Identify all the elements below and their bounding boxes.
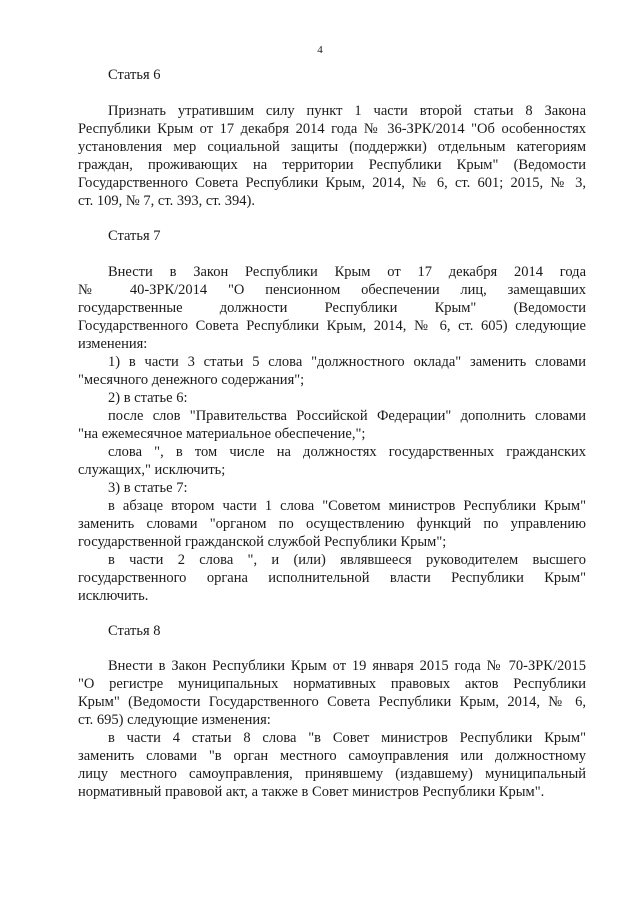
article-6-line: граждан, проживающих на территории Республики Крым" (Ведомости [78, 157, 586, 173]
article-7-line: в части 2 слова ", и (или) являвшееся руководителем высшего [108, 552, 586, 568]
article-7-line: Внести в Закон Республики Крым от 17 декабря 2014 года [108, 264, 586, 280]
article-7-line: 3) в статье 7: [108, 480, 188, 496]
article-7-line: 1) в части 3 статьи 5 слова "должностного оклада" заменить словами [108, 354, 586, 370]
article-8-line: лицу местного самоуправления, принявшему (издавшему) муниципальный [78, 766, 586, 782]
article-7-line: изменения: [78, 336, 148, 352]
article-8-line: ст. 695) следующие изменения: [78, 712, 271, 728]
article-8-line: "О регистре муниципальных нормативных правовых актов Республики [78, 676, 586, 692]
article-6-line: Государственного Совета Республики Крым, 2014, № 6, ст. 601; 2015, № 3, [78, 175, 586, 191]
article-8-title: Статья 8 [108, 623, 161, 639]
article-8-line: заменить словами "в орган местного самоуправления или должностному [78, 748, 586, 764]
article-7-line: государственной гражданской службой Республики Крым"; [78, 534, 447, 550]
article-7-line: служащих," исключить; [78, 462, 226, 478]
article-6-line: Республики Крым от 17 декабря 2014 года № 36-ЗРК/2014 "Об особенностях [78, 121, 586, 137]
article-7-line: Государственного Совета Республики Крым, 2014, № 6, ст. 605) следующие [78, 318, 586, 334]
article-6-line: Признать утратившим силу пункт 1 части второй статьи 8 Закона [108, 103, 586, 119]
article-7-line: "на ежемесячное материальное обеспечение,"; [78, 426, 366, 442]
article-8-line: Крым" (Ведомости Государственного Совета Республики Крым, 2014, № 6, [78, 694, 586, 710]
article-6-line: ст. 109, № 7, ст. 393, ст. 394). [78, 193, 255, 209]
page-number: 4 [317, 44, 323, 56]
article-7-line: "месячного денежного содержания"; [78, 372, 305, 388]
article-7-title: Статья 7 [108, 228, 161, 244]
article-7-line: 2) в статье 6: [108, 390, 188, 406]
article-6-line: установления мер социальной защиты (поддержки) отдельным категориям [78, 139, 586, 155]
article-7-line: заменить словами "органом по осуществлению функций по управлению [78, 516, 586, 532]
article-7-line: государственные должности Республики Крым" (Ведомости [78, 300, 586, 316]
article-7-line: государственного органа исполнительной власти Республики Крым" [78, 570, 586, 586]
article-8-line: Внести в Закон Республики Крым от 19 января 2015 года № 70-ЗРК/2015 [108, 658, 586, 674]
article-7-line: исключить. [78, 588, 149, 604]
article-7-line: слова ", в том числе на должностях государственных гражданских [108, 444, 586, 460]
article-6-title: Статья 6 [108, 67, 161, 83]
article-7-line: после слов "Правительства Российской Федерации" дополнить словами [108, 408, 586, 424]
article-7-line: в абзаце втором части 1 слова "Советом министров Республики Крым" [108, 498, 586, 514]
article-8-line: нормативный правовой акт, а также в Совет министров Республики Крым". [78, 784, 545, 800]
article-7-line: № 40-ЗРК/2014 "О пенсионном обеспечении лиц, замещавших [78, 282, 586, 298]
article-8-line: в части 4 статьи 8 слова "в Совет министров Республики Крым" [108, 730, 586, 746]
